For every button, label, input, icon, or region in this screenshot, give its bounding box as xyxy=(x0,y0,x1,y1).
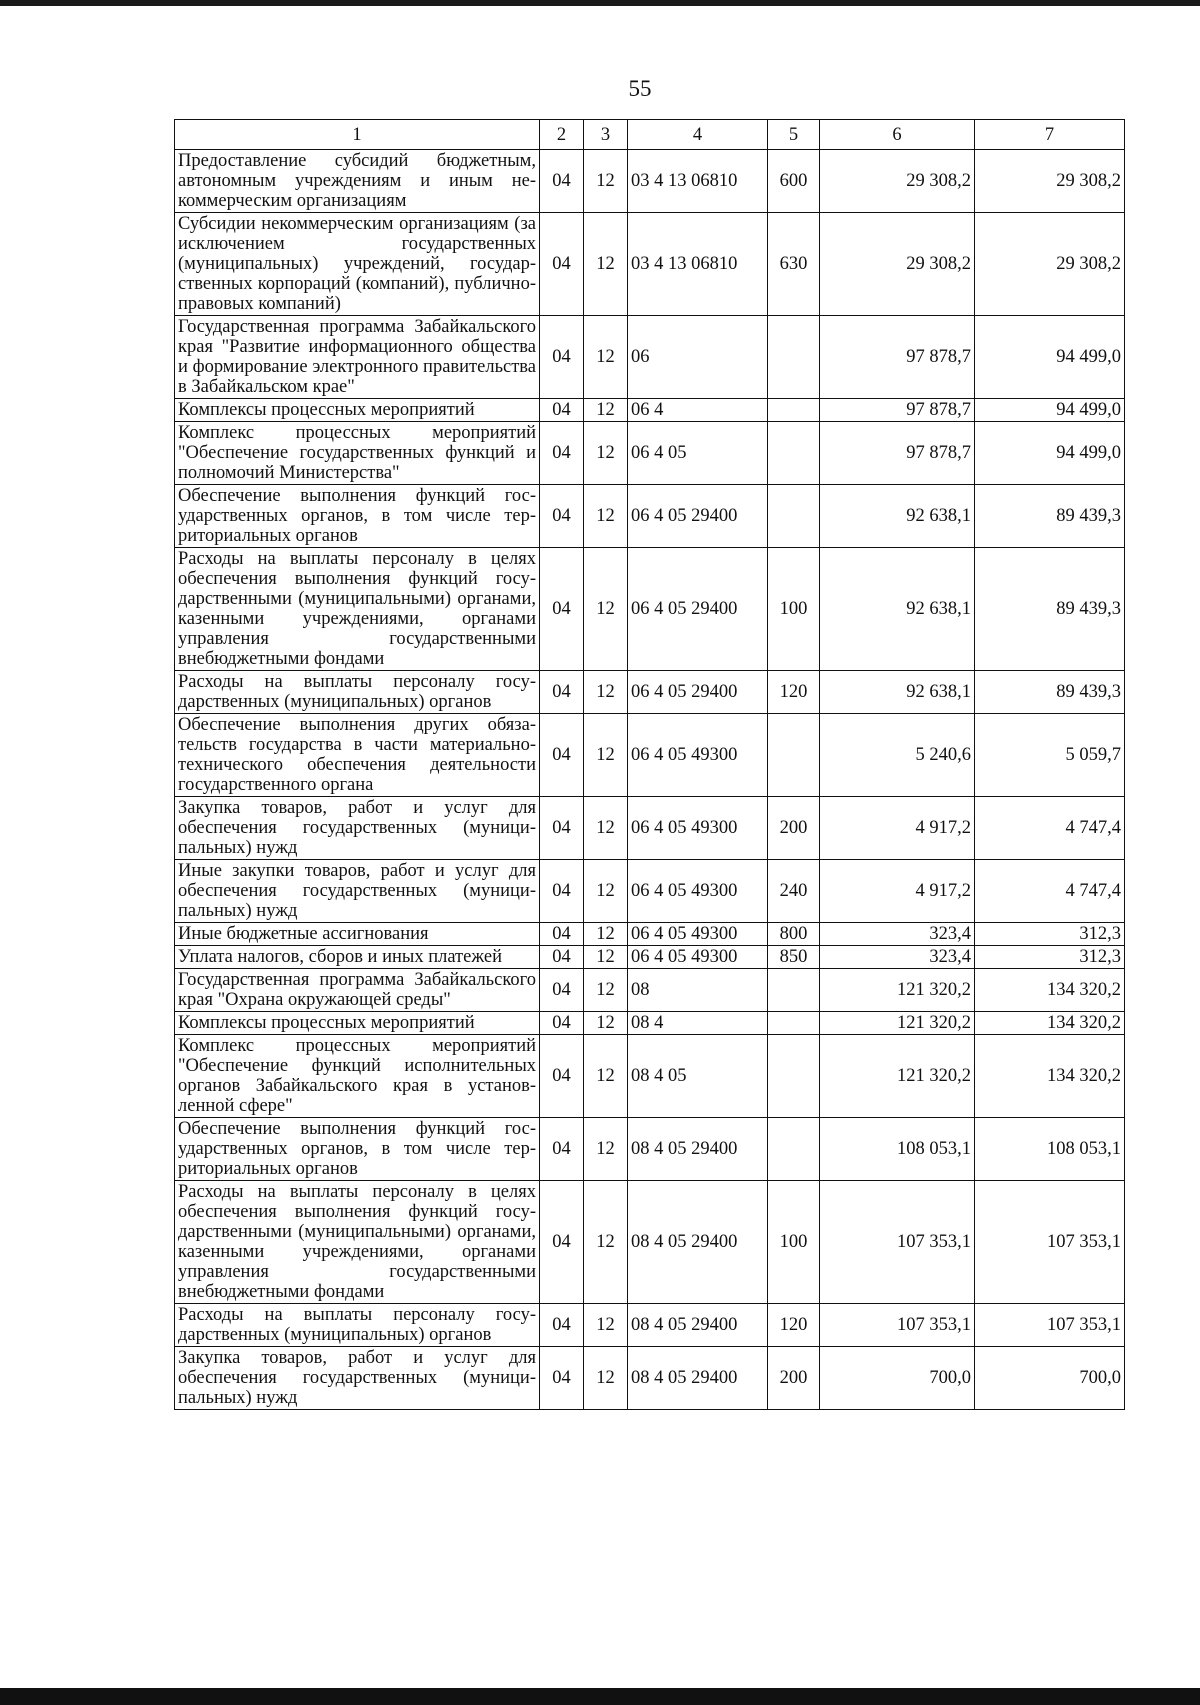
table-row xyxy=(175,399,1125,422)
row-section-cell: 04 xyxy=(540,671,584,714)
row-expense-type-cell: 120 xyxy=(768,1304,820,1347)
row-expense-type-cell: 100 xyxy=(768,548,820,671)
row-name-cell: Иные бюджетные ассигнования xyxy=(175,923,540,946)
row-target-article-cell: 06 4 05 49300 xyxy=(628,946,768,969)
table-row xyxy=(175,422,1125,485)
row-name-cell: Закупка товаров, работ и услуг для обеспечения государственных (муниципальных) нужд xyxy=(175,797,540,860)
row-expense-type-cell xyxy=(768,422,820,485)
table-row xyxy=(175,969,1125,1012)
row-target-article-cell: 06 4 05 49300 xyxy=(628,923,768,946)
row-target-article-cell: 06 4 05 49300 xyxy=(628,714,768,797)
table-row xyxy=(175,316,1125,399)
row-target-article-cell: 06 4 05 29400 xyxy=(628,485,768,548)
row-amount-year1-cell: 107 353,1 xyxy=(820,1304,975,1347)
row-amount-year1-cell: 323,4 xyxy=(820,946,975,969)
row-subsection-cell: 12 xyxy=(584,1181,628,1304)
row-section-cell: 04 xyxy=(540,213,584,316)
row-target-article-cell: 08 xyxy=(628,969,768,1012)
row-amount-year1-cell: 97 878,7 xyxy=(820,316,975,399)
row-subsection-cell: 12 xyxy=(584,399,628,422)
row-target-article-cell: 08 4 05 29400 xyxy=(628,1304,768,1347)
row-section-cell: 04 xyxy=(540,548,584,671)
row-target-article-cell: 03 4 13 06810 xyxy=(628,213,768,316)
row-target-article-cell: 06 4 05 xyxy=(628,422,768,485)
row-section-cell: 04 xyxy=(540,714,584,797)
row-subsection-cell: 12 xyxy=(584,1347,628,1410)
table-row xyxy=(175,150,1125,213)
table-row xyxy=(175,1304,1125,1347)
row-section-cell: 04 xyxy=(540,860,584,923)
row-target-article-cell: 06 xyxy=(628,316,768,399)
header-col-3: 3 xyxy=(584,120,628,150)
row-subsection-cell: 12 xyxy=(584,797,628,860)
row-subsection-cell: 12 xyxy=(584,923,628,946)
row-target-article-cell: 06 4 05 49300 xyxy=(628,860,768,923)
row-amount-year2-cell: 29 308,2 xyxy=(975,150,1125,213)
row-subsection-cell: 12 xyxy=(584,150,628,213)
row-expense-type-cell: 800 xyxy=(768,923,820,946)
header-col-7: 7 xyxy=(975,120,1125,150)
row-expense-type-cell xyxy=(768,316,820,399)
row-amount-year2-cell: 107 353,1 xyxy=(975,1304,1125,1347)
row-name-cell: Комплексы процессных мероприятий xyxy=(175,1012,540,1035)
row-amount-year1-cell: 108 053,1 xyxy=(820,1118,975,1181)
row-target-article-cell: 03 4 13 06810 xyxy=(628,150,768,213)
row-name-cell: Расходы на выплаты персоналу государственных (муниципальных) органов xyxy=(175,1304,540,1347)
row-name-cell: Комплекс процессных мероприятий "Обеспечение функций исполнительных органов Забайкальского края в установленной сфере" xyxy=(175,1035,540,1118)
row-target-article-cell: 08 4 05 xyxy=(628,1035,768,1118)
row-section-cell: 04 xyxy=(540,1118,584,1181)
row-amount-year1-cell: 323,4 xyxy=(820,923,975,946)
row-subsection-cell: 12 xyxy=(584,548,628,671)
row-section-cell: 04 xyxy=(540,946,584,969)
row-expense-type-cell xyxy=(768,399,820,422)
row-section-cell: 04 xyxy=(540,1035,584,1118)
header-col-2: 2 xyxy=(540,120,584,150)
row-target-article-cell: 08 4 05 29400 xyxy=(628,1347,768,1410)
table-body xyxy=(175,150,1125,1410)
row-subsection-cell: 12 xyxy=(584,671,628,714)
row-name-cell: Субсидии некоммерческим организациям (за исключением государственных (муниципальных) учреждений, государственных корпораций (компаний), публично-правовых компаний) xyxy=(175,213,540,316)
row-expense-type-cell xyxy=(768,714,820,797)
header-col-4: 4 xyxy=(628,120,768,150)
row-amount-year1-cell: 121 320,2 xyxy=(820,1035,975,1118)
row-amount-year1-cell: 97 878,7 xyxy=(820,422,975,485)
header-col-5: 5 xyxy=(768,120,820,150)
row-subsection-cell: 12 xyxy=(584,969,628,1012)
row-subsection-cell: 12 xyxy=(584,1012,628,1035)
row-subsection-cell: 12 xyxy=(584,316,628,399)
row-subsection-cell: 12 xyxy=(584,714,628,797)
table-row xyxy=(175,1347,1125,1410)
table-row xyxy=(175,860,1125,923)
table-row xyxy=(175,1035,1125,1118)
row-expense-type-cell xyxy=(768,1118,820,1181)
row-section-cell: 04 xyxy=(540,1304,584,1347)
row-amount-year2-cell: 108 053,1 xyxy=(975,1118,1125,1181)
row-amount-year1-cell: 97 878,7 xyxy=(820,399,975,422)
row-subsection-cell: 12 xyxy=(584,946,628,969)
table-row xyxy=(175,213,1125,316)
row-name-cell: Иные закупки товаров, работ и услуг для обеспечения государственных (муниципальных) нужд xyxy=(175,860,540,923)
row-section-cell: 04 xyxy=(540,485,584,548)
row-name-cell: Государственная программа Забайкальского края "Охрана окружающей среды" xyxy=(175,969,540,1012)
row-section-cell: 04 xyxy=(540,150,584,213)
row-amount-year2-cell: 94 499,0 xyxy=(975,399,1125,422)
row-subsection-cell: 12 xyxy=(584,1035,628,1118)
row-target-article-cell: 06 4 05 49300 xyxy=(628,797,768,860)
header-col-6: 6 xyxy=(820,120,975,150)
row-expense-type-cell xyxy=(768,485,820,548)
row-amount-year1-cell: 700,0 xyxy=(820,1347,975,1410)
table-row xyxy=(175,946,1125,969)
row-section-cell: 04 xyxy=(540,1347,584,1410)
row-expense-type-cell: 120 xyxy=(768,671,820,714)
row-amount-year1-cell: 92 638,1 xyxy=(820,671,975,714)
row-section-cell: 04 xyxy=(540,1181,584,1304)
row-name-cell: Комплексы процессных мероприятий xyxy=(175,399,540,422)
row-amount-year2-cell: 89 439,3 xyxy=(975,548,1125,671)
row-target-article-cell: 06 4 xyxy=(628,399,768,422)
row-target-article-cell: 06 4 05 29400 xyxy=(628,671,768,714)
row-section-cell: 04 xyxy=(540,969,584,1012)
row-amount-year2-cell: 134 320,2 xyxy=(975,969,1125,1012)
row-section-cell: 04 xyxy=(540,399,584,422)
row-name-cell: Обеспечение выполнения функций государственных органов, в том числе территориальных органов xyxy=(175,1118,540,1181)
bottom-scan-border xyxy=(0,1688,1200,1705)
row-amount-year2-cell: 107 353,1 xyxy=(975,1181,1125,1304)
top-scan-border xyxy=(0,0,1200,6)
row-amount-year2-cell: 312,3 xyxy=(975,946,1125,969)
row-expense-type-cell: 200 xyxy=(768,1347,820,1410)
row-expense-type-cell: 630 xyxy=(768,213,820,316)
table-row xyxy=(175,1012,1125,1035)
row-amount-year1-cell: 5 240,6 xyxy=(820,714,975,797)
row-name-cell: Комплекс процессных мероприятий "Обеспечение государственных функций и полномочий Министерства" xyxy=(175,422,540,485)
row-name-cell: Расходы на выплаты персоналу в целях обеспечения выполнения функций государственными (муниципальными) органами, казенными учреждениями, органами управления государственными внебюджетными фондами xyxy=(175,1181,540,1304)
row-subsection-cell: 12 xyxy=(584,1118,628,1181)
row-amount-year2-cell: 700,0 xyxy=(975,1347,1125,1410)
row-expense-type-cell: 600 xyxy=(768,150,820,213)
table-row xyxy=(175,797,1125,860)
row-expense-type-cell xyxy=(768,1012,820,1035)
row-name-cell: Расходы на выплаты персоналу в целях обеспечения выполнения функций государственными (муниципальными) органами, казенными учреждениями, органами управления государственными внебюджетными фондами xyxy=(175,548,540,671)
row-amount-year2-cell: 94 499,0 xyxy=(975,422,1125,485)
row-amount-year1-cell: 92 638,1 xyxy=(820,548,975,671)
row-subsection-cell: 12 xyxy=(584,1304,628,1347)
page-number: 55 xyxy=(628,76,652,101)
row-amount-year2-cell: 4 747,4 xyxy=(975,860,1125,923)
row-subsection-cell: 12 xyxy=(584,485,628,548)
row-target-article-cell: 06 4 05 29400 xyxy=(628,548,768,671)
row-target-article-cell: 08 4 05 29400 xyxy=(628,1181,768,1304)
row-section-cell: 04 xyxy=(540,1012,584,1035)
row-amount-year2-cell: 89 439,3 xyxy=(975,671,1125,714)
table-row xyxy=(175,1181,1125,1304)
row-expense-type-cell xyxy=(768,1035,820,1118)
row-amount-year1-cell: 4 917,2 xyxy=(820,860,975,923)
row-amount-year1-cell: 29 308,2 xyxy=(820,213,975,316)
row-amount-year1-cell: 92 638,1 xyxy=(820,485,975,548)
table-row xyxy=(175,548,1125,671)
row-amount-year2-cell: 5 059,7 xyxy=(975,714,1125,797)
row-name-cell: Расходы на выплаты персоналу государственных (муниципальных) органов xyxy=(175,671,540,714)
row-amount-year2-cell: 134 320,2 xyxy=(975,1035,1125,1118)
row-name-cell: Государственная программа Забайкальского края "Развитие информационного общества и формирование электронного правительства в Забайкальском крае" xyxy=(175,316,540,399)
row-name-cell: Обеспечение выполнения других обязательств государства в части материально-технического обеспечения деятельности государственного органа xyxy=(175,714,540,797)
table-row xyxy=(175,671,1125,714)
row-amount-year2-cell: 312,3 xyxy=(975,923,1125,946)
row-amount-year1-cell: 121 320,2 xyxy=(820,1012,975,1035)
row-subsection-cell: 12 xyxy=(584,213,628,316)
row-expense-type-cell xyxy=(768,969,820,1012)
row-section-cell: 04 xyxy=(540,316,584,399)
row-name-cell: Уплата налогов, сборов и иных платежей xyxy=(175,946,540,969)
row-amount-year1-cell: 29 308,2 xyxy=(820,150,975,213)
table-row xyxy=(175,923,1125,946)
table-header-row xyxy=(175,120,1125,150)
table-row xyxy=(175,714,1125,797)
row-expense-type-cell: 100 xyxy=(768,1181,820,1304)
row-section-cell: 04 xyxy=(540,797,584,860)
row-section-cell: 04 xyxy=(540,422,584,485)
row-amount-year2-cell: 4 747,4 xyxy=(975,797,1125,860)
row-section-cell: 04 xyxy=(540,923,584,946)
row-subsection-cell: 12 xyxy=(584,860,628,923)
row-amount-year1-cell: 4 917,2 xyxy=(820,797,975,860)
row-amount-year1-cell: 107 353,1 xyxy=(820,1181,975,1304)
header-col-1: 1 xyxy=(175,120,540,150)
row-amount-year1-cell: 121 320,2 xyxy=(820,969,975,1012)
row-amount-year2-cell: 134 320,2 xyxy=(975,1012,1125,1035)
row-name-cell: Предоставление субсидий бюджетным, автономным учреждениям и иным некоммерческим организациям xyxy=(175,150,540,213)
row-name-cell: Закупка товаров, работ и услуг для обеспечения государственных (муниципальных) нужд xyxy=(175,1347,540,1410)
table-row xyxy=(175,485,1125,548)
row-name-cell: Обеспечение выполнения функций государственных органов, в том числе территориальных органов xyxy=(175,485,540,548)
table-row xyxy=(175,1118,1125,1181)
row-subsection-cell: 12 xyxy=(584,422,628,485)
row-expense-type-cell: 850 xyxy=(768,946,820,969)
row-expense-type-cell: 240 xyxy=(768,860,820,923)
row-target-article-cell: 08 4 05 29400 xyxy=(628,1118,768,1181)
row-amount-year2-cell: 89 439,3 xyxy=(975,485,1125,548)
row-target-article-cell: 08 4 xyxy=(628,1012,768,1035)
row-amount-year2-cell: 29 308,2 xyxy=(975,213,1125,316)
budget-table xyxy=(174,119,1125,1410)
row-amount-year2-cell: 94 499,0 xyxy=(975,316,1125,399)
row-expense-type-cell: 200 xyxy=(768,797,820,860)
